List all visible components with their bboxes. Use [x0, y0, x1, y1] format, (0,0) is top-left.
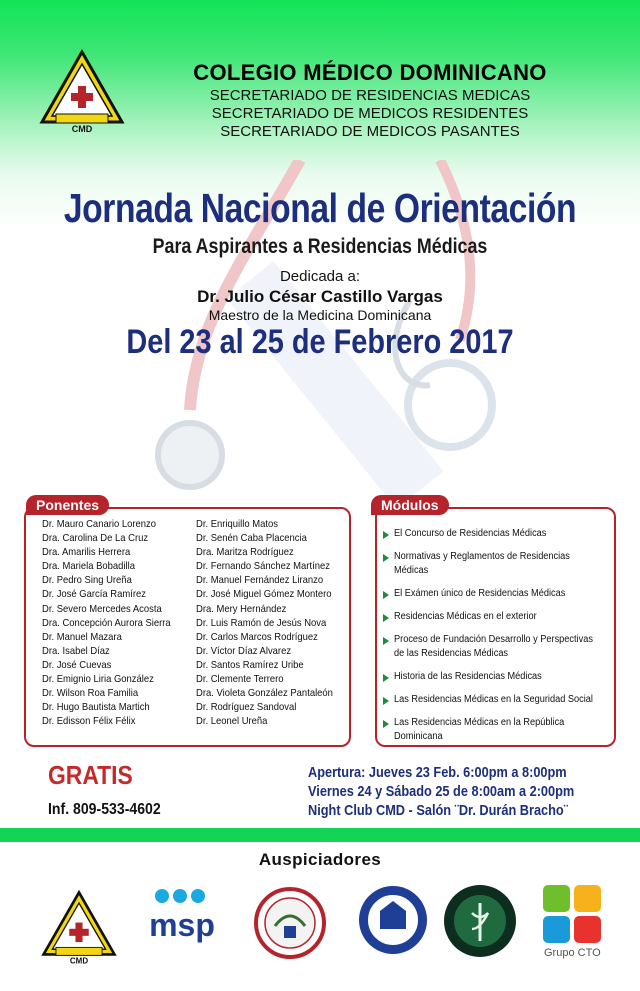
ponente: Dr. Pedro Sing Ureña [42, 574, 132, 587]
ponente: Dra. Mery Hernández [196, 602, 287, 615]
secretariado-line-1: SECRETARIADO DE RESIDENCIAS MEDICAS [209, 87, 531, 104]
seal-logo-3 [442, 883, 518, 959]
dedicated-role: Maestro de la Medicina Dominicana [208, 307, 432, 323]
svg-text:msp: msp [149, 907, 215, 943]
modulos-label: Módulos [371, 495, 449, 515]
event-subtitle: Para Aspirantes a Residencias Médicas [152, 235, 488, 258]
ponente: Dr. Emignio Liria González [42, 673, 154, 686]
ponente: Dra. Carolina De La Cruz [42, 532, 149, 545]
ponentes-list-right [196, 517, 348, 728]
ponente: Dra. Isabel Díaz [42, 644, 110, 657]
ponente: Dr. Víctor Díaz Alvarez [196, 644, 292, 657]
dedicated-name: Dr. Julio César Castillo Vargas [197, 287, 443, 306]
event-title: Jornada Nacional de Orientación [63, 185, 577, 231]
modulo-item: Residencias Médicas en el exterior [382, 610, 612, 624]
ponente: Dra. Amarilis Herrera [42, 546, 131, 559]
ponente: Dr. Hugo Bautista Martich [42, 701, 150, 714]
modulos-list [382, 527, 612, 753]
modulo-item: Normativas y Reglamentos de Residencias Médicas [382, 550, 612, 578]
modulo-item: El Exámen único de Residencias Médicas [382, 587, 612, 601]
seal-logo-1 [253, 886, 327, 960]
seal-logo-2 [356, 883, 430, 957]
svg-text:CMD: CMD [69, 956, 89, 966]
ponente: Dr. Senén Caba Placencia [196, 532, 307, 545]
divider-bar [0, 828, 640, 842]
modulo-item: Proceso de Fundación Desarrollo y Perspectivas de las Residencias Médicas [382, 633, 612, 661]
secretariado-line-3: SECRETARIADO DE MEDICOS PASANTES [220, 123, 520, 140]
ponente: Dr. José Miguel Gómez Montero [196, 588, 332, 601]
modulo-item: Las Residencias Médicas en la República Dominicana [382, 716, 612, 744]
ponente: Dr. Edisson Félix Félix [42, 715, 136, 728]
ponente: Dra. Concepción Aurora Sierra [42, 616, 171, 629]
ponente: Dr. Luis Ramón de Jesús Nova [196, 616, 327, 629]
cmd-logo [38, 48, 126, 134]
ponente: Dra. Mariela Bobadilla [42, 560, 135, 573]
msp-logo [140, 886, 224, 950]
svg-text:CMD: CMD [71, 124, 93, 134]
ponente: Dr. Manuel Mazara [42, 630, 122, 643]
sponsors-title: Auspiciadores [258, 850, 382, 869]
modulo-item: Las Residencias Médicas en la Seguridad Social [382, 693, 612, 707]
ponente: Dr. Severo Mercedes Acosta [42, 602, 162, 615]
ponente: Dr. José Cuevas [42, 658, 112, 671]
ponente: Dr. Manuel Fernández Liranzo [196, 574, 324, 587]
apertura-schedule: Apertura: Jueves 23 Feb. 6:00pm a 8:00pm [308, 764, 567, 781]
info-phone: Inf. 809-533-4602 [48, 801, 161, 818]
ponente: Dr. Leonel Ureña [196, 715, 268, 728]
secretariado-line-2: SECRETARIADO DE MEDICOS RESIDENTES [211, 105, 529, 122]
cmd-sponsor-logo [40, 888, 118, 966]
ponentes-label: Ponentes [26, 495, 109, 515]
ponente: Dr. Carlos Marcos Rodríguez [196, 630, 318, 643]
ponentes-list-left [42, 517, 185, 728]
ponente: Dr. Mauro Canario Lorenzo [42, 518, 156, 530]
ponente: Dr. Fernando Sánchez Martínez [196, 560, 330, 573]
grupo-cto-logo [541, 883, 603, 945]
weekend-schedule: Viernes 24 y Sábado 25 de 8:00am a 2:00pm [308, 783, 575, 800]
ponente: Dr. Enriquillo Matos [196, 518, 278, 530]
ponente: Dr. Rodríguez Sandoval [196, 701, 297, 714]
event-dates: Del 23 al 25 de Febrero 2017 [126, 323, 514, 361]
org-name: COLEGIO MÉDICO DOMINICANO [193, 60, 547, 85]
modulo-item: El Concurso de Residencias Médicas [382, 527, 612, 541]
ponente: Dra. Violeta González Pantaleón [196, 687, 333, 700]
modulo-item: Historia de las Residencias Médicas [382, 670, 612, 684]
ponente: Dr. José García Ramírez [42, 588, 146, 601]
ponente: Dr. Santos Ramírez Uribe [196, 658, 304, 671]
grupo-cto-label: Grupo CTO [544, 947, 601, 959]
event-venue: Night Club CMD - Salón ¨Dr. Durán Bracho¨ [308, 802, 568, 819]
ponente: Dra. Maritza Rodríguez [196, 546, 294, 559]
gratis-label: GRATIS [48, 760, 133, 790]
ponente: Dr. Wilson Roa Familia [42, 687, 139, 700]
dedicated-label: Dedicada a: [279, 268, 361, 285]
ponente: Dr. Clemente Terrero [196, 673, 284, 686]
